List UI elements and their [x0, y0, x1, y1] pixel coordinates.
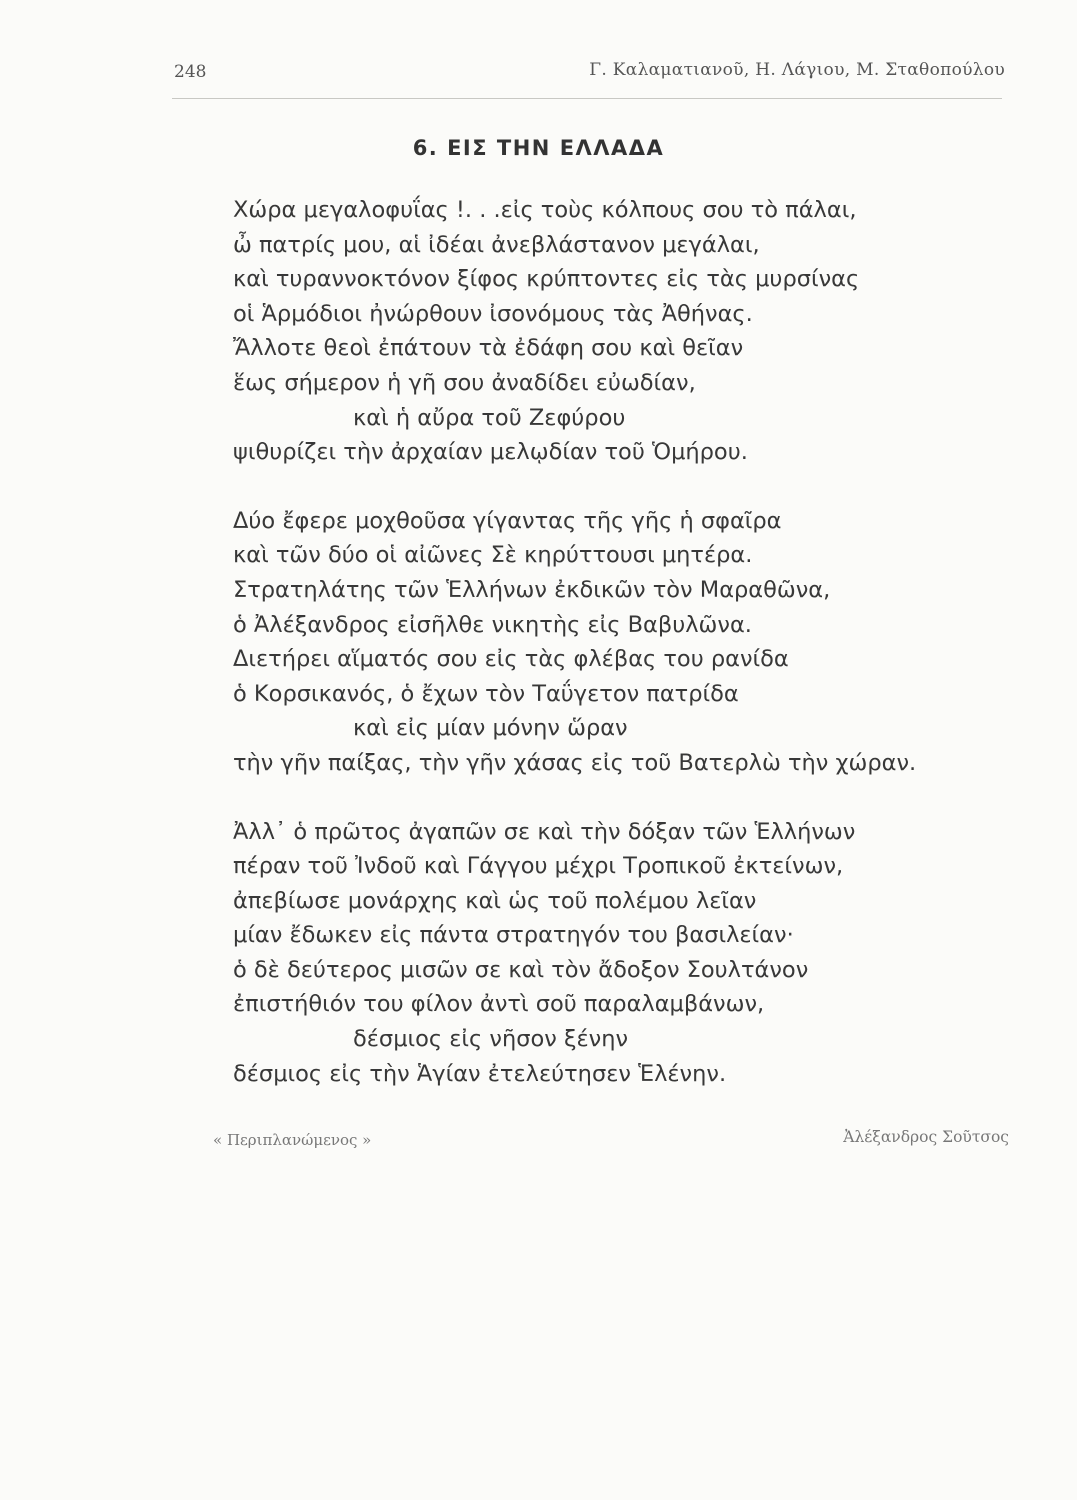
- poem-line: καὶ τυραννοκτόνον ξίφος κρύπτοντες εἰς τὰς μυρσίνας: [233, 266, 860, 293]
- poem-line: δέσμιος εἰς νῆσον ξένην: [353, 1026, 629, 1053]
- poem-line: οἱ Ἁρμόδιοι ἠνώρθουν ἰσονόμους τὰς Ἀθήνας.: [233, 300, 753, 327]
- poem-line: δέσμιος εἰς τὴν Ἁγίαν ἐτελεύτησεν Ἑλένην.: [233, 1060, 727, 1087]
- running-head: Γ. Καλαματιανοῦ, Η. Λάγιου, Μ. Σταθοπούλου: [589, 60, 1005, 80]
- page-number: 248: [174, 62, 207, 82]
- poem-line: ὦ πατρίς μου, αἱ ἰδέαι ἀνεβλάστανον μεγάλαι,: [233, 231, 760, 258]
- poem-line: τὴν γῆν παίξας, τὴν γῆν χάσας εἰς τοῦ Βατερλὼ τὴν χώραν.: [233, 749, 917, 776]
- author-signature: Ἀλέξανδρος Σοῦτσος: [843, 1128, 1009, 1146]
- poem-line: ἀπεβίωσε μονάρχης καὶ ὡς τοῦ πολέμου λεῖαν: [233, 887, 757, 914]
- poem-line: ἕως σήμερον ἡ γῆ σου ἀναδίδει εὐωδίαν,: [233, 369, 696, 396]
- poem-line: ὁ Ἀλέξανδρος εἰσῆλθε νικητὴς εἰς Βαβυλῶνα.: [233, 611, 752, 638]
- poem-line: καὶ τῶν δύο οἱ αἰῶνες Σὲ κηρύττουσι μητέρα.: [233, 542, 753, 569]
- poem-line: Διετήρει αἵματός σου εἰς τὰς φλέβας του ρανίδα: [233, 646, 789, 673]
- poem-line: καὶ ἡ αὔρα τοῦ Ζεφύρου: [353, 404, 626, 431]
- poem-line: πέραν τοῦ Ἰνδοῦ καὶ Γάγγου μέχρι Τροπικοῦ ἐκτείνων,: [233, 853, 844, 880]
- stanza: [233, 504, 1013, 781]
- poem-line: ὁ δὲ δεύτερος μισῶν σε καὶ τὸν ἄδοξον Σουλτάνον: [233, 956, 809, 983]
- poem-line: Χώρα μεγαλοφυΐας !. . .εἰς τοὺς κόλπους σου τὸ πάλαι,: [233, 197, 857, 223]
- poem-line: Στρατηλάτης τῶν Ἑλλήνων ἐκδικῶν τὸν Μαραθῶνα,: [233, 576, 831, 603]
- poem-title: 6. ΕΙΣ ΤΗΝ ΕΛΛΑΔΑ: [412, 136, 665, 160]
- stanza: [233, 815, 1013, 1092]
- stanza: [233, 193, 1013, 470]
- poem-line: μίαν ἔδωκεν εἰς πάντα στρατηγόν του βασιλείαν·: [233, 922, 794, 949]
- poem-line: ἐπιστήθιόν του φίλον ἀντὶ σοῦ παραλαμβάνων,: [233, 991, 765, 1018]
- header-rule: [172, 98, 1002, 99]
- poem-line: Δύο ἔφερε μοχθοῦσα γίγαντας τῆς γῆς ἡ σφαῖρα: [233, 507, 782, 534]
- poem-line: ὁ Κορσικανός, ὁ ἔχων τὸν Ταΰγετον πατρίδα: [233, 680, 739, 707]
- poem-line: Ἄλλοτε θεοὶ ἐπάτουν τὰ ἐδάφη σου καὶ θεῖαν: [233, 335, 744, 362]
- poem-line: ψιθυρίζει τὴν ἀρχαίαν μελῳδίαν τοῦ Ὁμήρου.: [233, 439, 748, 466]
- poem-line: καὶ εἰς μίαν μόνην ὥραν: [353, 715, 628, 742]
- source-citation: « Περιπλανώμενος »: [213, 1131, 372, 1149]
- poem-body: [233, 193, 1013, 1125]
- poem-line: Ἀλλ᾽ ὁ πρῶτος ἀγαπῶν σε καὶ τὴν δόξαν τῶν Ἑλλήνων: [233, 818, 856, 845]
